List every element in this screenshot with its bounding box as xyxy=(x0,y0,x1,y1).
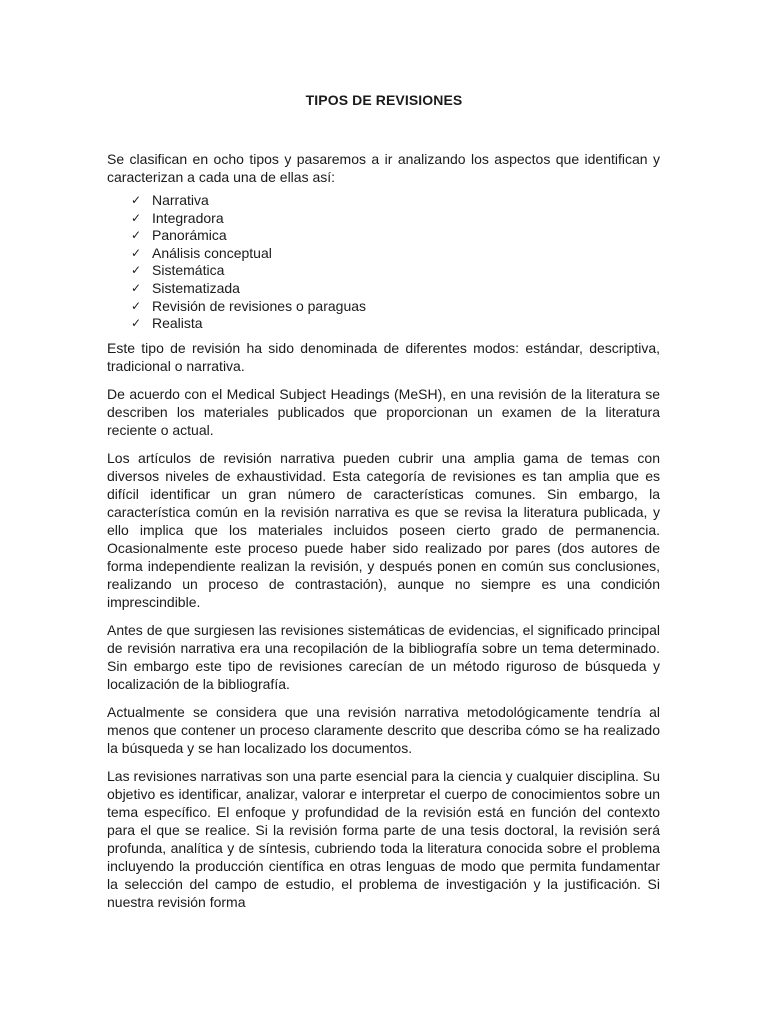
list-item xyxy=(131,192,660,210)
checkmark-icon: ✓ xyxy=(131,228,142,243)
list-item xyxy=(131,210,660,228)
document-title: TIPOS DE REVISIONES xyxy=(305,92,463,108)
checkmark-icon: ✓ xyxy=(131,298,142,313)
body-paragraph: Este tipo de revisión ha sido denominada de diferentes modos: estándar, descriptiva, tradicional o narrativa. xyxy=(107,339,660,374)
list-item xyxy=(131,227,660,245)
checkmark-icon: ✓ xyxy=(131,263,142,278)
list-item-label: Integradora xyxy=(152,209,224,226)
list-item-label: Panorámica xyxy=(152,227,227,244)
intro-paragraph: Se clasifican en ocho tipos y pasaremos a ir analizando los aspectos que identifican y caracterizan a cada una de ellas así: xyxy=(107,151,660,185)
list-item-label: Sistematizada xyxy=(152,279,240,296)
body-paragraph: De acuerdo con el Medical Subject Headings (MeSH), en una revisión de la literatura se describen los materiales publicados que proporcionan un examen de la literatura reciente o actual. xyxy=(107,385,660,438)
list-item-label: Realista xyxy=(152,315,203,332)
review-types-list xyxy=(107,192,660,333)
body-paragraph: Actualmente se considera que una revisión narrativa metodológicamente tendría al menos que contener un proceso claramente descrito que describa cómo se ha realizado la búsqueda y se han localizado los documentos. xyxy=(107,703,660,756)
list-item xyxy=(131,298,660,316)
checkmark-icon: ✓ xyxy=(131,280,142,295)
checkmark-icon: ✓ xyxy=(131,193,142,207)
list-item-label: Revisión de revisiones o paraguas xyxy=(152,297,367,314)
list-item xyxy=(131,280,660,298)
document-body xyxy=(107,150,660,921)
list-item xyxy=(131,262,660,280)
list-item xyxy=(131,245,660,263)
checkmark-icon: ✓ xyxy=(131,210,142,225)
list-item-label: Análisis conceptual xyxy=(152,244,272,261)
checkmark-icon: ✓ xyxy=(131,316,142,331)
body-paragraph: Antes de que surgiesen las revisiones sistemáticas de evidencias, el significado principal de revisión narrativa era una recopilación de la bibliografía sobre un tema determinado. Sin embargo este tipo de revisiones carecían de un método riguroso de búsqueda y localización de la bibliografía. xyxy=(107,621,660,692)
checkmark-icon: ✓ xyxy=(131,245,142,260)
list-item-label: Narrativa xyxy=(152,192,209,208)
body-paragraph: Los artículos de revisión narrativa pueden cubrir una amplia gama de temas con diversos niveles de exhaustividad. Esta categoría de revisiones es tan amplia que es difícil identificar un gran número de características comunes. Sin embargo, la característica común en la revisión narrativa es que se revisa la literatura publicada, y ello implica que los materiales incluidos poseen cierto grado de permanencia. Ocasionalmente este proceso puede haber sido realizado por pares (dos autores de forma independiente realizan la revisión, y después ponen en común sus conclusiones, realizando un proceso de contrastación), aunque no siempre es una condición imprescindible. xyxy=(107,449,660,610)
list-item xyxy=(131,315,660,333)
body-paragraph: Las revisiones narrativas son una parte esencial para la ciencia y cualquier disciplina. Su objetivo es identificar, analizar, valorar e interpretar el cuerpo de conocimientos sobre un tema específico. El enfoque y profundidad de la revisión está en función del contexto para el que se realice. Si la revisión forma parte de una tesis doctoral, la revisión será profunda, analítica y de síntesis, cubriendo toda la literatura conocida sobre el problema incluyendo la producción científica en otras lenguas de modo que permita fundamentar la selección del campo de estudio, el problema de investigación y la justificación. Si nuestra revisión forma xyxy=(107,767,660,910)
list-item-label: Sistemática xyxy=(152,262,225,279)
